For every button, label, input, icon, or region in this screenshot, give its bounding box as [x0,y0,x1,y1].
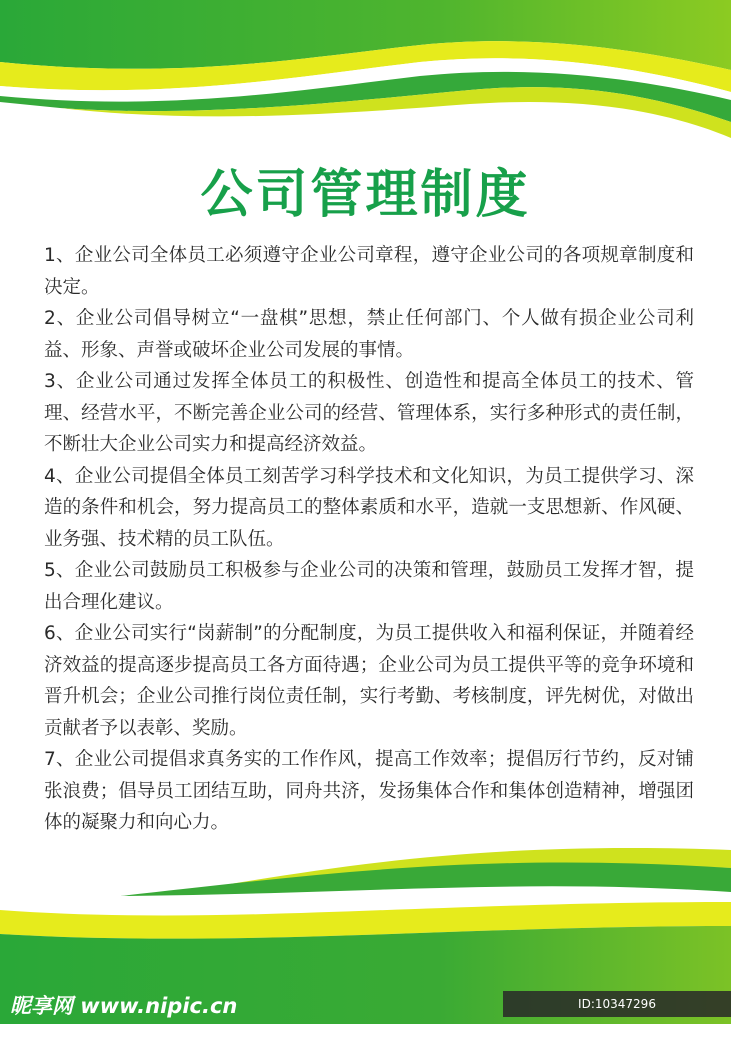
rule-item-1: 1、企业公司全体员工必须遵守企业公司章程，遵守企业公司的各项规章制度和决定。 [44,245,694,298]
watermark-id: ID:10347296 NO:20210923153514285121 [503,991,731,1017]
top-wave-decoration [0,0,731,150]
watermark-logo: 昵享网 www.nipic.cn [10,994,238,1018]
rule-item-7: 7、企业公司提倡求真务实的工作作风，提高工作效率；提倡厉行节约，反对铺张浪费；倡导员工团结互助，同舟共济，发扬集体合作和集体创造精神，增强团体的凝聚力和向心力。 [44,749,694,833]
page-title: 公司管理制度 [200,165,531,225]
rule-item-6: 6、企业公司实行“岗薪制”的分配制度，为员工提供收入和福利保证，并随着经济效益的提高逐步提高员工各方面待遇；企业公司为员工提供平等的竞争环境和晋升机会；企业公司推行岗位责任制，实行考勤、考核制度，评先树优，对做出贡献者予以表彰、奖励。 [44,623,694,739]
rules-list [44,240,694,839]
rule-item-5: 5、企业公司鼓励员工积极参与企业公司的决策和管理，鼓励员工发挥才智，提出合理化建议。 [44,560,694,613]
rule-item-2: 2、企业公司倡导树立“一盘棋”思想，禁止任何部门、个人做有损企业公司利益、形象、声誉或破坏企业公司发展的事情。 [44,308,694,361]
rule-item-3: 3、企业公司通过发挥全体员工的积极性、创造性和提高全体员工的技术、管理、经营水平，不断完善企业公司的经营、管理体系，实行多种形式的责任制，不断壮大企业公司实力和提高经济效益。 [44,371,694,455]
rule-item-4: 4、企业公司提倡全体员工刻苦学习科学技术和文化知识，为员工提供学习、深造的条件和机会，努力提高员工的整体素质和水平，造就一支思想新、作风硬、业务强、技术精的员工队伍。 [44,465,694,550]
